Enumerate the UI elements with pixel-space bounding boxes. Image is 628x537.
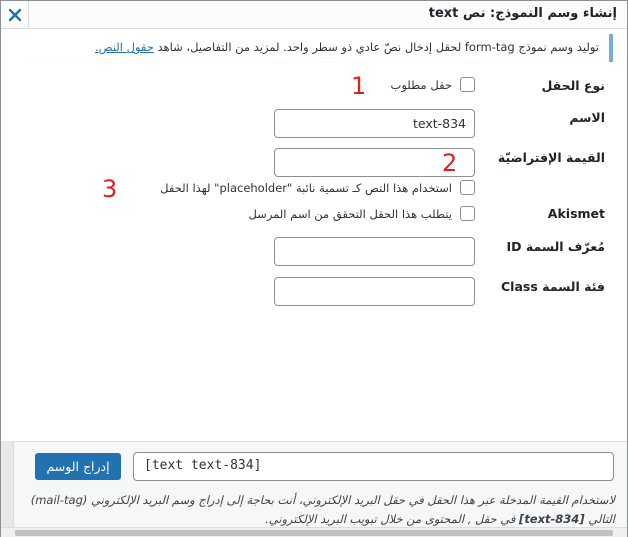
annotation-2: 2 xyxy=(442,149,458,177)
mail-tag-code: [text-834] xyxy=(519,512,585,526)
akismet-option[interactable] xyxy=(248,206,475,221)
placeholder-checkbox[interactable] xyxy=(460,180,475,195)
field-type-label: نوع الحقل xyxy=(541,78,605,93)
notice-text: توليد وسم نموذج form-tag لحقل إدخال نصّ عادي ذو سطر واحد. لمزيد من التفاصيل، شاهد xyxy=(153,40,599,54)
help-text-part1: لاستخدام القيمة المدخلة عبر هذا الحقل في حقل البريد الإلكتروني، أنت بحاجة إلى إدراج وسم البريد الإلكتروني (mail-tag) التالي xyxy=(30,493,615,526)
name-label: الاسم xyxy=(569,110,605,125)
insert-tag-button[interactable]: إدراج الوسم xyxy=(35,453,121,480)
annotation-3: 3 xyxy=(102,175,118,203)
placeholder-checkbox-label: استخدام هذا النص كـ تسمية نائبة "placeholder" لهذا الحقل xyxy=(160,180,452,195)
horizontal-scrollbar[interactable] xyxy=(1,527,627,537)
required-field-option[interactable] xyxy=(391,77,475,92)
generated-tag-field[interactable]: [text text-834] xyxy=(133,452,614,481)
akismet-checkbox-label: يتطلب هذا الحقل التحقق من اسم المرسل xyxy=(248,206,452,221)
placeholder-option[interactable] xyxy=(160,180,475,195)
mail-tag-help-text xyxy=(25,491,615,529)
class-attribute-label: فئة السمة Class xyxy=(500,279,605,294)
info-notice xyxy=(31,34,613,62)
horizontal-scrollbar-thumb[interactable] xyxy=(15,530,613,536)
dialog-title: إنشاء وسم النموذج: نص text xyxy=(428,6,617,21)
class-attribute-input[interactable] xyxy=(274,277,475,306)
close-button[interactable] xyxy=(1,1,29,29)
akismet-checkbox[interactable] xyxy=(460,206,475,221)
required-checkbox-label: حقل مطلوب xyxy=(390,77,452,92)
dialog-titlebar xyxy=(1,1,627,29)
vertical-scrollbar[interactable] xyxy=(1,441,14,536)
required-checkbox[interactable] xyxy=(460,77,475,92)
text-fields-link[interactable]: حقول النص. xyxy=(95,40,154,54)
id-attribute-input[interactable] xyxy=(274,237,475,266)
name-input[interactable] xyxy=(274,109,475,138)
help-text-part2: في حقل , المحتوى من خلال تبويب البريد الإلكتروني. xyxy=(265,512,520,526)
annotation-1: 1 xyxy=(351,72,367,100)
akismet-label: Akismet xyxy=(547,206,605,221)
close-x-icon xyxy=(8,8,22,22)
default-value-label: القيمة الإفتراضيّة xyxy=(497,150,605,165)
id-attribute-label: مُعرّف السمة ID xyxy=(506,239,605,254)
